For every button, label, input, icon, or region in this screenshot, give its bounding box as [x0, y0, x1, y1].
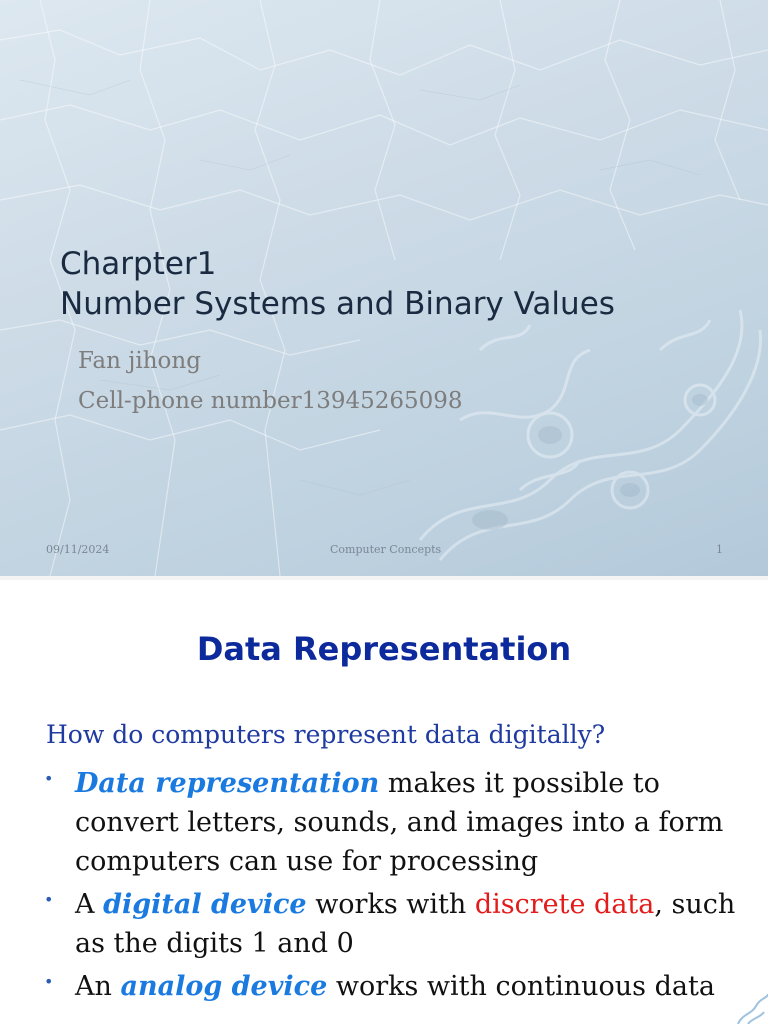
title-line-1: Charpter1	[60, 246, 217, 282]
bullet-text: works with	[306, 889, 475, 920]
bullet-prefix: An	[75, 971, 121, 1002]
slide-subtitle	[78, 341, 678, 421]
author-name: Fan jihong	[78, 348, 201, 374]
bullet-text: works with continuous data	[327, 971, 715, 1002]
footer-page-number: 1	[716, 543, 723, 556]
list-item	[44, 764, 744, 881]
term-analog-device: analog device	[120, 971, 328, 1002]
bullet-icon: •	[44, 769, 54, 788]
list-item	[44, 967, 744, 1006]
phone-number: Cell-phone number13945265098	[78, 388, 463, 414]
content-slide	[0, 576, 768, 1024]
bullet-prefix: A	[75, 889, 104, 920]
bullet-text: , such as the digits 1 and 0	[75, 889, 736, 959]
footer-course: Computer Concepts	[330, 543, 442, 556]
bullet-icon: •	[44, 890, 54, 909]
footer-date: 09/11/2024	[46, 543, 110, 556]
dragon-watermark	[400, 290, 768, 576]
corner-decoration	[728, 984, 768, 1024]
title-line-2: Number Systems and Binary Values	[60, 286, 615, 322]
question-heading: How do computers represent data digitally?	[46, 720, 606, 749]
bullet-list	[44, 764, 744, 1010]
bullet-text: makes it possible to convert letters, sounds, and images into a form computers can use for processing	[75, 768, 724, 877]
slide-title	[60, 244, 740, 324]
slide-title: Data Representation	[196, 630, 572, 668]
highlight-discrete-data: discrete data	[474, 889, 655, 920]
term-data-representation: Data representation	[75, 768, 380, 799]
bullet-icon: •	[44, 972, 54, 991]
term-digital-device: digital device	[103, 889, 307, 920]
list-item	[44, 885, 744, 963]
